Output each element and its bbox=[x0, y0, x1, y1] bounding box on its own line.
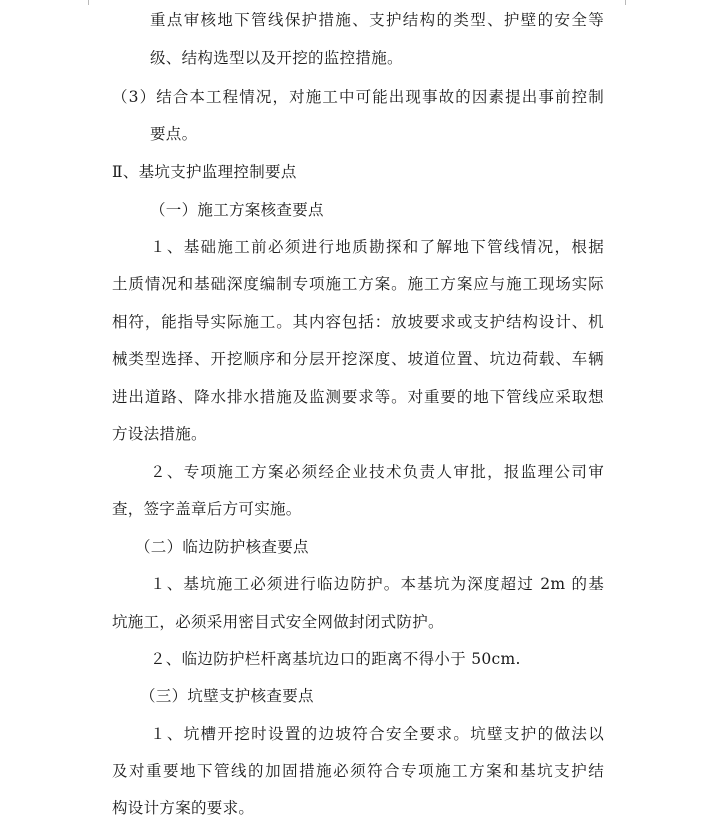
text-line: 坑施工，必须采用密目式安全网做封闭式防护。 bbox=[112, 613, 444, 631]
text-line: ２、专项施工方案必须经企业技术负责人审批，报监理公司审 bbox=[150, 463, 604, 481]
text-line: 进出道路、降水排水措施及监测要求等。对重要的地下管线应采取想 bbox=[112, 388, 604, 406]
text-line: 构设计方案的要求。 bbox=[112, 799, 255, 817]
text-line: （3）结合本工程情况，对施工中可能出现事故的因素提出事前控制 bbox=[112, 88, 604, 106]
text-line: 要点。 bbox=[150, 125, 198, 143]
text-line: 级、结构选型以及开挖的监控措施。 bbox=[150, 49, 403, 67]
section-heading: Ⅱ、基坑支护监理控制要点 bbox=[112, 163, 297, 181]
text-line: 土质情况和基础深度编制专项施工方案。施工方案应与施工现场实际 bbox=[112, 275, 604, 293]
text-line: １、基坑施工必须进行临边防护。本基坑为深度超过 2m 的基 bbox=[150, 575, 604, 593]
subsection-heading: （一）施工方案核查要点 bbox=[150, 201, 324, 219]
text-line: 查，签字盖章后方可实施。 bbox=[112, 500, 302, 518]
crop-mark-top-right-vertical bbox=[625, 0, 626, 5]
text-line: 相符，能指导实际施工。其内容包括：放坡要求或支护结构设计、机 bbox=[112, 313, 604, 331]
text-line: １、坑槽开挖时设置的边坡符合安全要求。坑壁支护的做法以 bbox=[150, 725, 604, 743]
text-line: 方设法措施。 bbox=[112, 425, 207, 443]
crop-mark-top-left-vertical bbox=[88, 0, 89, 5]
text-line: １、基础施工前必须进行地质勘探和了解地下管线情况，根据 bbox=[150, 238, 604, 256]
subsection-heading: （三）坑壁支护核查要点 bbox=[140, 687, 314, 705]
subsection-heading: （二）临边防护核查要点 bbox=[135, 538, 309, 556]
text-line: 及对重要地下管线的加固措施必须符合专项施工方案和基坑支护结 bbox=[112, 762, 604, 780]
text-line: ２、临边防护栏杆离基坑边口的距离不得小于 50cm. bbox=[150, 650, 521, 668]
text-line: 重点审核地下管线保护措施、支护结构的类型、护壁的安全等 bbox=[150, 11, 604, 29]
text-line: 械类型选择、开挖顺序和分层开挖深度、坡道位置、坑边荷载、车辆 bbox=[112, 350, 604, 368]
